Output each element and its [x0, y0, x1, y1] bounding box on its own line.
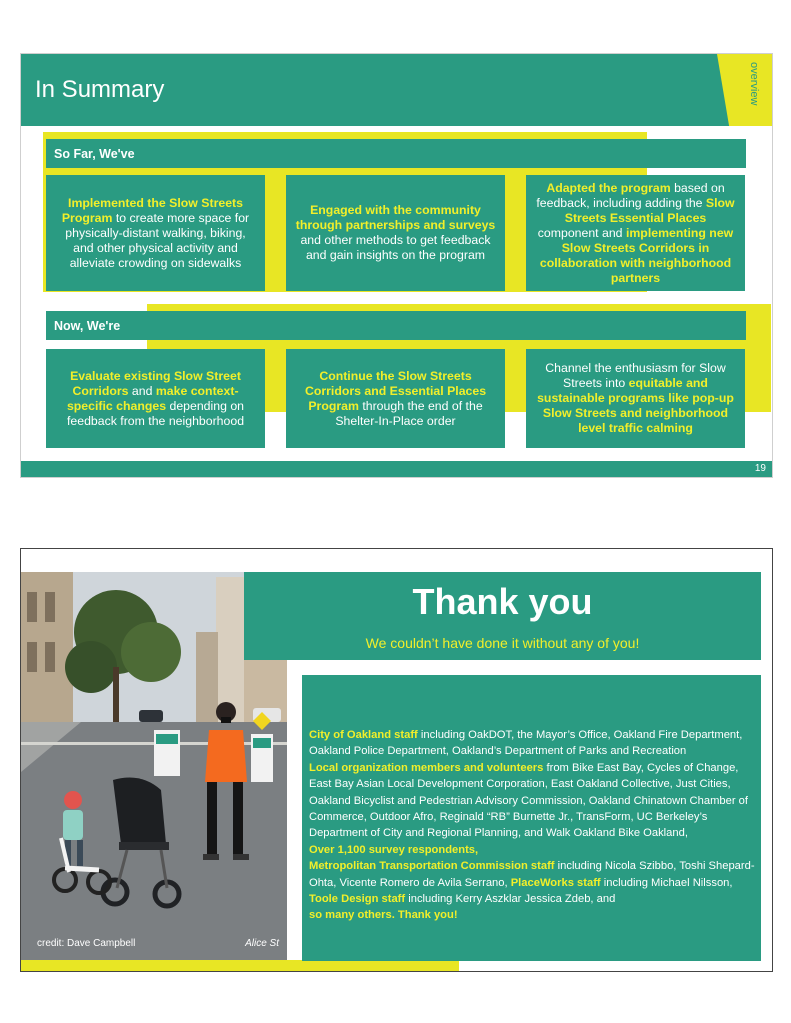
side-tab-label: overview: [748, 62, 760, 106]
summary-card: Implemented the Slow Streets Program to create more space for physically-distant walking, biking, and other physical activity and alleviate crowding on sidewalks: [46, 175, 265, 291]
summary-card: Continue the Slow Streets Corridors and Essential Places Program through the end of the Shelter-In-Place order: [286, 349, 505, 448]
summary-card: Engaged with the community through partnerships and surveys and other methods to get feedback and gain insights on the program: [286, 175, 505, 291]
credits-text: City of Oakland staff including OakDOT, the Mayor’s Office, Oakland Fire Department, Oakland Police Department, Oakland’s Department of Parks and Recreation Local organization members and volunteers from Bike East Bay, Cycles of Change, East Bay Asian Local Development Corporation, East Oakland Collective, Just Cities, Oakland Bicyclist and Pedestrian Advisory Commission, Oakland Chinatown Chamber of Commerce, Outdoor Afro, Reginald “RB” Burnette Jr., TransForm, UC Berkeley’s Department of City and Regional Planning, and Walk Oakland Bike Oakland, Over 1,100 survey respondents, Metropolitan Transportation Commission staff including Nicola Szibbo, Toshi Shepard-Ohta, Vicente Romero de Avila Serrano, PlaceWorks staff including Michael Nilsson, Toole Design staff including Kerry Aszklar Jessica Zdeb, and so many others. Thank you!: [309, 729, 755, 922]
side-tab-label-wrap: [748, 62, 760, 122]
summary-card: Adapted the program based on feedback, including adding the Slow Streets Essential Places component and implementing new Slow Streets Corridors in collaboration with neighborhood partners: [526, 175, 745, 291]
slide-title: Thank you: [412, 581, 593, 622]
street-label: Alice St: [245, 938, 279, 949]
now-bar: [46, 311, 746, 340]
slide-title: In Summary: [35, 76, 165, 103]
so-far-label: So Far, We've: [54, 147, 135, 161]
photo-credit: credit: Dave Campbell: [37, 938, 136, 949]
slide-subtitle: We couldn’t have done it without any of you!: [365, 635, 640, 651]
accent-strip: [21, 960, 459, 971]
summary-card: Channel the enthusiasm for Slow Streets into equitable and sustainable programs like pop-up Slow Streets and neighborhood level traffic calming: [526, 349, 745, 448]
summary-card: Evaluate existing Slow Street Corridors and make context-specific changes depending on feedback from the neighborhood: [46, 349, 265, 448]
page-number: 19: [754, 463, 766, 474]
slide-footer: [21, 461, 772, 477]
thank-you-slide: [20, 548, 773, 972]
now-label: Now, We're: [54, 319, 121, 333]
summary-slide: [20, 53, 773, 478]
so-far-bar: [46, 139, 746, 168]
